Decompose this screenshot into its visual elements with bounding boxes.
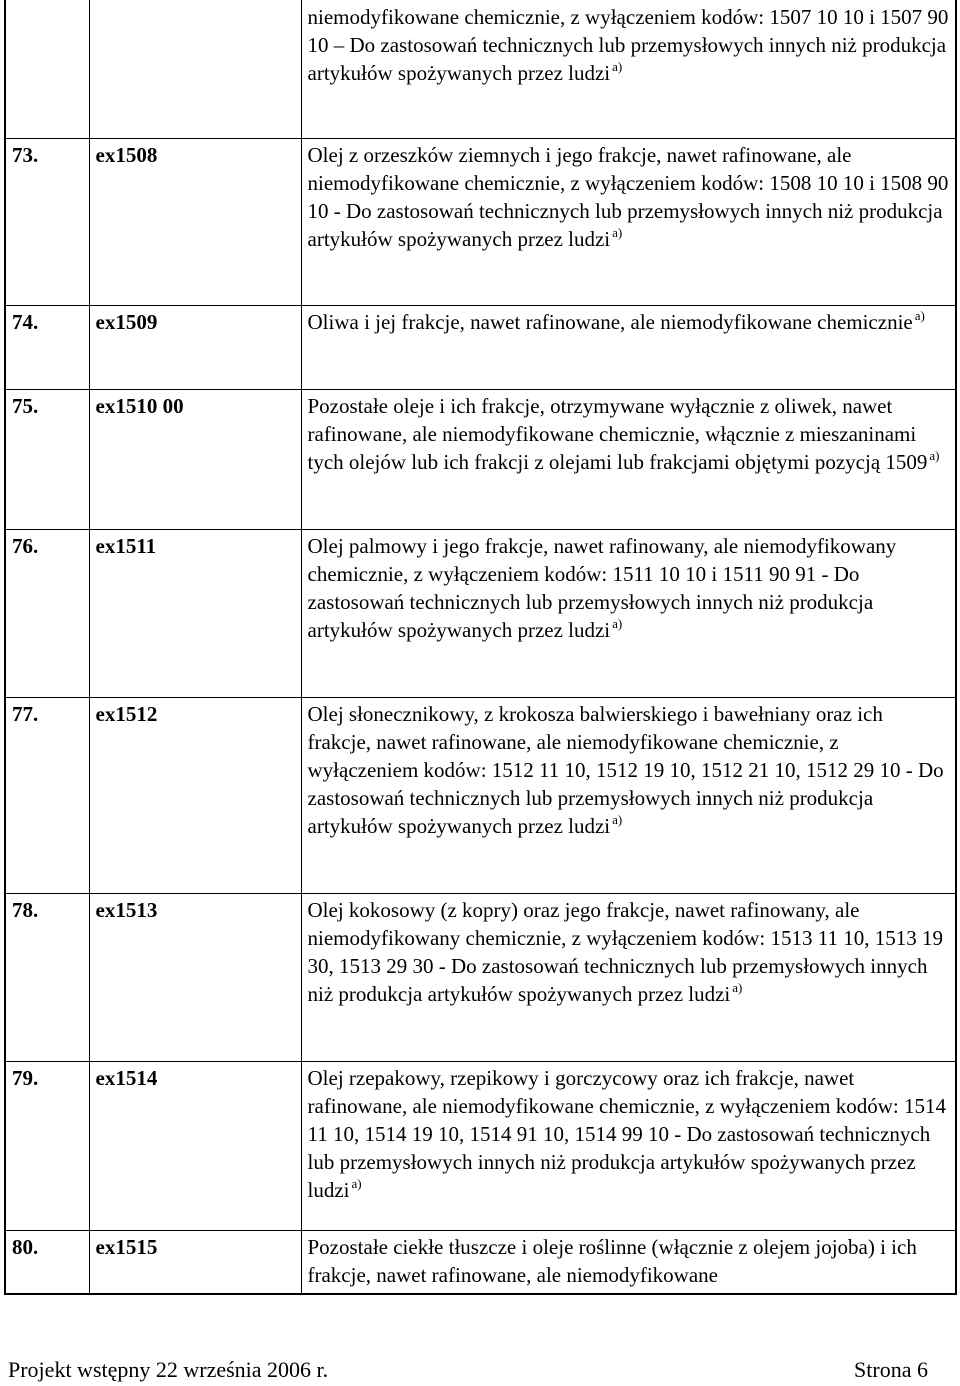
table-row (5, 389, 956, 529)
row-number: 78. (5, 893, 89, 1061)
row-description (301, 138, 956, 305)
row-description (301, 305, 956, 389)
row-description (301, 529, 956, 697)
row-description (301, 0, 956, 138)
footer-draft-date: Projekt wstępny 22 września 2006 r. (8, 1357, 329, 1382)
page-footer (8, 1357, 928, 1383)
tariff-table-body (5, 0, 956, 1294)
tariff-code: ex1509 (89, 305, 301, 389)
description-text: Pozostałe ciekłe tłuszcze i oleje roślinne (włącznie z olejem jojoba) i ich frakcje, nawet rafinowane, ale niemodyfikowane (307, 1234, 917, 1287)
footnote-marker: a) (914, 307, 925, 323)
tariff-code: ex1508 (89, 138, 301, 305)
table-row (5, 1061, 956, 1230)
row-number: 77. (5, 697, 89, 893)
table-row (5, 138, 956, 305)
description-text: Oliwa i jej frakcje, nawet rafinowane, ale niemodyfikowane chemicznie (307, 309, 913, 334)
tariff-table (4, 0, 957, 1295)
description-text: Olej słonecznikowy, z krokosza balwierskiego i bawełniany oraz ich frakcje, nawet rafinowane, ale niemodyfikowane chemicznie, z wyłączeniem kodów: 1512 11 10, 1512 19 10, 1512 21 10, 1512 29 10 - Do zastosowań technicznych lub przemysłowych innych niż produkcja artykułów spożywanych przez ludzi (307, 701, 944, 838)
row-number: 79. (5, 1061, 89, 1230)
description-text: Olej palmowy i jego frakcje, nawet rafinowany, ale niemodyfikowany chemicznie, z wyłączeniem kodów: 1511 10 10 i 1511 90 91 - Do zastosowań technicznych lub przemysłowych innych niż produkcja artykułów spożywanych przez ludzi (307, 533, 897, 642)
tariff-code: ex1511 (89, 529, 301, 697)
description-text: Pozostałe oleje i ich frakcje, otrzymywane wyłącznie z oliwek, nawet rafinowane, ale niemodyfikowane chemicznie, włącznie z mieszaninami tych olejów lub ich frakcji z olejami lub frakcjami objętymi pozycją 1509 (307, 393, 928, 474)
description-text: Olej kokosowy (z kopry) oraz jego frakcje, nawet rafinowany, ale niemodyfikowany chemicznie, z wyłączeniem kodów: 1513 11 10, 1513 19 30, 1513 29 30 - Do zastosowań technicznych lub przemysłowych innych niż produkcja artykułów spożywanych przez ludzi (307, 897, 943, 1006)
row-description (301, 1061, 956, 1230)
row-description (301, 893, 956, 1061)
table-row (5, 305, 956, 389)
row-number: 73. (5, 138, 89, 305)
footnote-marker: a) (612, 811, 623, 827)
footnote-marker: a) (732, 979, 743, 995)
description-text: Olej rzepakowy, rzepikowy i gorczycowy oraz ich frakcje, nawet rafinowane, ale niemodyfikowane chemicznie, z wyłączeniem kodów: 1514 11 10, 1514 19 10, 1514 91 10, 1514 99 10 - Do zastosowań technicznych lub przemysłowych innych niż produkcja artykułów spożywanych przez ludzi (307, 1065, 947, 1202)
description-text: niemodyfikowane chemicznie, z wyłączeniem kodów: 1507 10 10 i 1507 90 10 – Do zastosowań technicznych lub przemysłowych innych niż produkcja artykułów spożywanych przez ludzi (307, 5, 949, 85)
tariff-code: ex1514 (89, 1061, 301, 1230)
table-row (5, 697, 956, 893)
tariff-code: ex1515 (89, 1230, 301, 1294)
footnote-marker: a) (929, 447, 940, 463)
footnote-marker: a) (351, 1175, 362, 1191)
tariff-code: ex1512 (89, 697, 301, 893)
row-number: 75. (5, 389, 89, 529)
description-text: Olej z orzeszków ziemnych i jego frakcje, nawet rafinowane, ale niemodyfikowane chemicznie, z wyłączeniem kodów: 1508 10 10 i 1508 90 10 - Do zastosowań technicznych lub przemysłowych innych niż produkcja artykułów spożywanych przez ludzi (307, 142, 949, 251)
tariff-code: ex1510 00 (89, 389, 301, 529)
footnote-marker: a) (612, 59, 623, 74)
footnote-marker: a) (612, 615, 623, 631)
row-description (301, 697, 956, 893)
table-row (5, 529, 956, 697)
row-description (301, 389, 956, 529)
row-description (301, 1230, 956, 1294)
row-number: 80. (5, 1230, 89, 1294)
row-number (5, 0, 89, 138)
tariff-code (89, 0, 301, 138)
row-number: 76. (5, 529, 89, 697)
footer-page-number: Strona 6 (854, 1357, 928, 1382)
row-number: 74. (5, 305, 89, 389)
footnote-marker: a) (612, 224, 623, 240)
table-row (5, 0, 956, 138)
table-row (5, 893, 956, 1061)
table-row (5, 1230, 956, 1294)
tariff-code: ex1513 (89, 893, 301, 1061)
